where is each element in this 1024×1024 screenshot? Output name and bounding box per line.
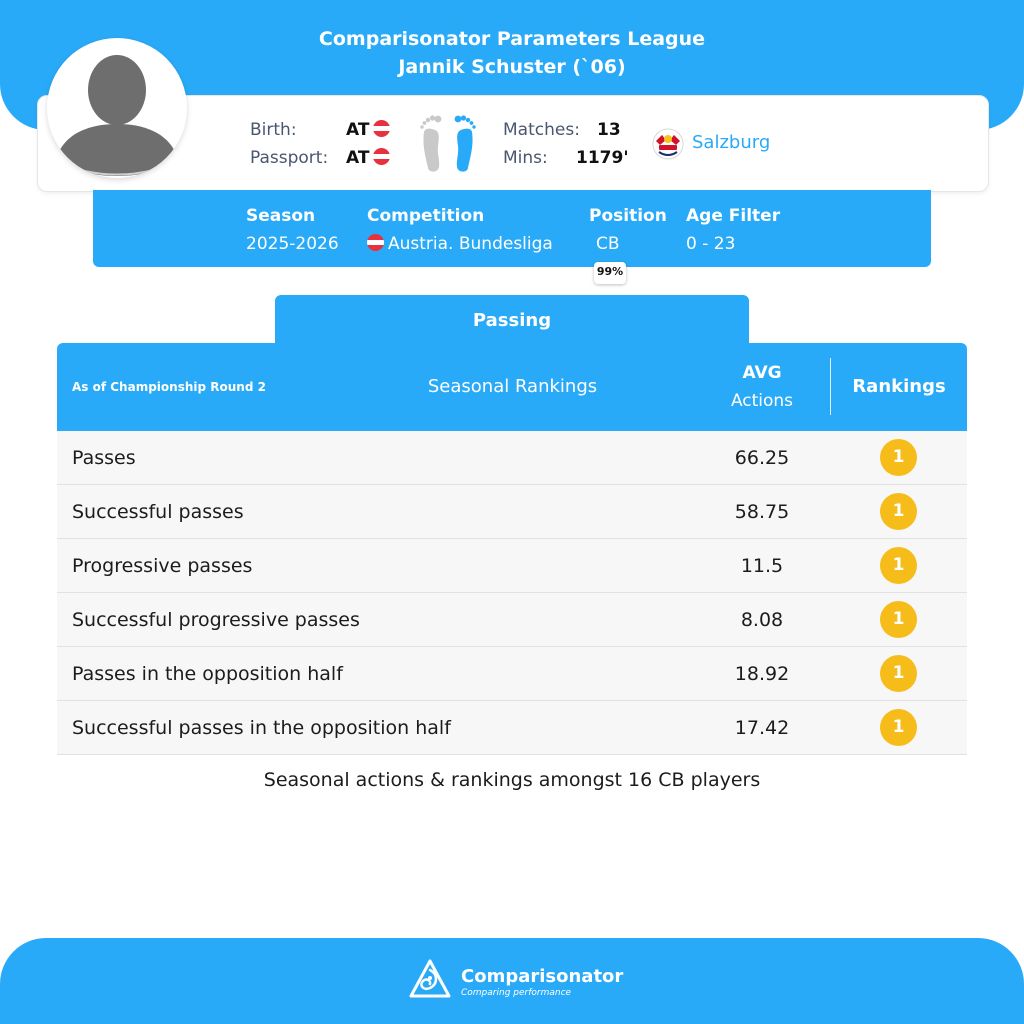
filter-bar	[93, 190, 931, 267]
competition-value	[367, 234, 553, 254]
age-filter-label: Age Filter	[686, 206, 781, 226]
passport-country-code: AT	[346, 148, 370, 168]
mins-label: Mins:	[503, 148, 548, 168]
stat-value: 11.5	[740, 555, 784, 577]
birth-country	[346, 120, 390, 140]
passport-country	[346, 148, 390, 168]
age-filter-value: 0 - 23	[686, 234, 736, 254]
rankings-column-header: Rankings	[852, 376, 946, 397]
avg-column-header: AVG	[742, 363, 782, 383]
feet-icon	[418, 112, 478, 174]
player-silhouette-icon	[47, 38, 187, 178]
matches-label: Matches:	[503, 120, 580, 140]
austria-flag-icon	[373, 148, 390, 165]
table-caption: Seasonal actions & rankings amongst 16 CB players	[263, 769, 761, 791]
league-title: Comparisonator Parameters League	[318, 28, 706, 50]
matches-value: 13	[597, 120, 621, 140]
position-value: CB	[596, 234, 620, 254]
position-percent-badge: 99%	[594, 262, 626, 284]
austria-flag-icon	[373, 120, 390, 137]
rank-badge: 1	[880, 655, 917, 692]
position-label: Position	[589, 206, 667, 226]
passport-label: Passport:	[250, 148, 329, 168]
stat-name: Progressive passes	[72, 555, 253, 577]
stat-name: Successful passes in the opposition half	[72, 717, 451, 739]
table-row	[57, 593, 967, 647]
table-row	[57, 647, 967, 701]
rank-badge: 1	[880, 439, 917, 476]
stat-value: 8.08	[740, 609, 784, 631]
table-row	[57, 539, 967, 593]
header-divider	[830, 358, 831, 415]
rank-badge: 1	[880, 709, 917, 746]
season-label: Season	[246, 206, 316, 226]
stat-value: 58.75	[734, 501, 790, 523]
stat-name: Passes in the opposition half	[72, 663, 343, 685]
comparisonator-logo-icon	[408, 958, 452, 1002]
brand-tagline: Comparing performance	[461, 988, 572, 998]
mins-value: 1179'	[576, 148, 629, 168]
player-title: Jannik Schuster (`06)	[398, 56, 626, 78]
player-avatar	[47, 38, 187, 178]
rank-badge: 1	[880, 601, 917, 638]
table-subtitle: Seasonal Rankings	[427, 376, 598, 397]
season-value: 2025-2026	[246, 234, 339, 254]
austria-flag-icon	[367, 234, 384, 251]
section-title: Passing	[472, 310, 552, 331]
table-row	[57, 485, 967, 539]
stat-value: 66.25	[734, 447, 790, 469]
brand-name: Comparisonator	[461, 966, 624, 987]
stats-table-body	[57, 431, 967, 755]
birth-label: Birth:	[250, 120, 297, 140]
table-row	[57, 431, 967, 485]
birth-country-code: AT	[346, 120, 370, 140]
stat-value: 17.42	[734, 717, 790, 739]
stat-name: Passes	[72, 447, 136, 469]
competition-label: Competition	[367, 206, 485, 226]
stat-name: Successful passes	[72, 501, 244, 523]
rank-badge: 1	[880, 547, 917, 584]
rank-badge: 1	[880, 493, 917, 530]
actions-column-header: Actions	[730, 391, 794, 411]
table-row	[57, 701, 967, 755]
as-of-label: As of Championship Round 2	[72, 380, 266, 394]
competition-name: Austria. Bundesliga	[388, 234, 553, 254]
club-crest-icon	[650, 127, 686, 161]
stat-name: Successful progressive passes	[72, 609, 360, 631]
club-name: Salzburg	[692, 132, 771, 153]
stat-value: 18.92	[734, 663, 790, 685]
